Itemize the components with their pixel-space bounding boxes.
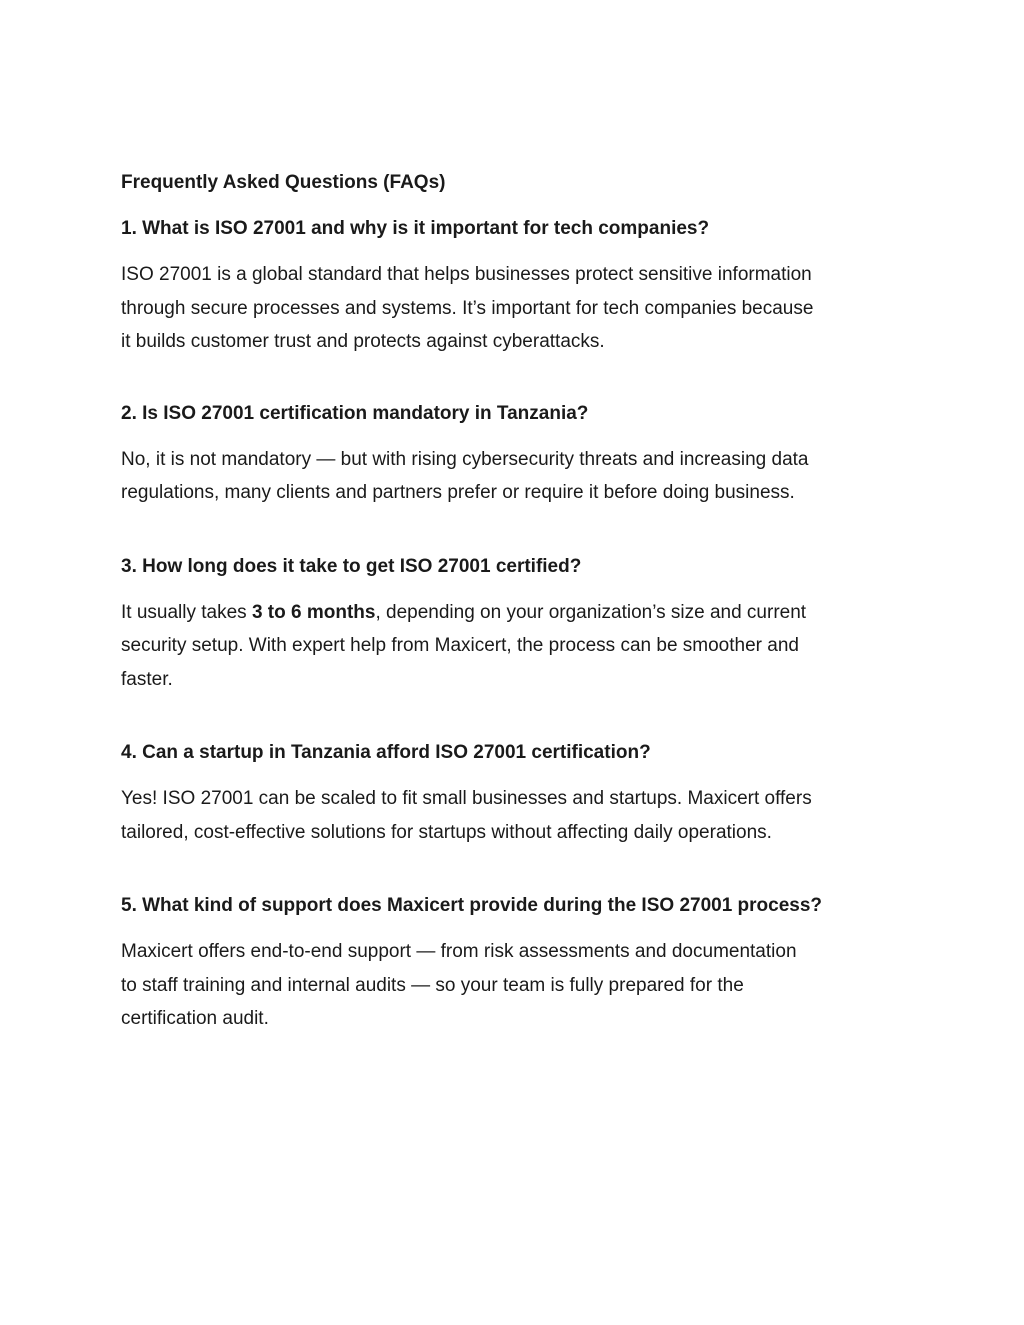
answer-line: security setup. With expert help from Maxicert, the process can be smoother and (121, 635, 799, 656)
answer-emphasis: 3 to 6 months (251, 601, 376, 623)
faq-question-2: 2. Is ISO 27001 certification mandatory in Tanzania? (121, 402, 589, 424)
faq-item-3 (121, 550, 921, 697)
answer-line: through secure processes and systems. It’s important for tech companies because (121, 297, 814, 319)
faq-answer-1 (121, 258, 921, 359)
faq-answer-4 (121, 782, 921, 849)
faq-item-4 (121, 736, 921, 849)
faq-item-2 (121, 397, 921, 510)
answer-line: ISO 27001 is a global standard that helps businesses protect sensitive information (121, 264, 812, 285)
document-page (121, 166, 921, 1076)
answer-line: certification audit. (121, 1008, 269, 1029)
answer-line: Maxicert offers end-to-end support — from risk assessments and documentation (121, 941, 797, 962)
faq-answer-2 (121, 443, 921, 510)
answer-line: to staff training and internal audits — so your team is fully prepared for the (121, 974, 744, 996)
answer-line (121, 596, 921, 630)
faq-answer-3 (121, 596, 921, 697)
answer-line: tailored, cost-effective solutions for startups without affecting daily operations. (121, 821, 772, 843)
answer-line: it builds customer trust and protects against cyberattacks. (121, 331, 605, 352)
faq-question-4: 4. Can a startup in Tanzania afford ISO 27001 certification? (121, 742, 651, 763)
faq-item-1 (121, 212, 921, 359)
faq-question-3: 3. How long does it take to get ISO 27001 certified? (121, 555, 582, 577)
answer-line: regulations, many clients and partners prefer or require it before doing business. (121, 482, 795, 503)
answer-text: , depending on your organization’s size and current (375, 601, 807, 623)
faq-question-1: 1. What is ISO 27001 and why is it important for tech companies? (121, 218, 710, 239)
answer-line: faster. (121, 668, 173, 690)
answer-text: It usually takes (121, 601, 252, 623)
faq-answer-5 (121, 935, 921, 1036)
answer-line: No, it is not mandatory — but with rising cybersecurity threats and increasing data (121, 448, 809, 470)
document-title: Frequently Asked Questions (FAQs) (121, 172, 446, 193)
answer-line: Yes! ISO 27001 can be scaled to fit small businesses and startups. Maxicert offers (121, 788, 812, 809)
faq-item-5 (121, 889, 921, 1036)
faq-question-5: 5. What kind of support does Maxicert provide during the ISO 27001 process? (121, 895, 823, 916)
